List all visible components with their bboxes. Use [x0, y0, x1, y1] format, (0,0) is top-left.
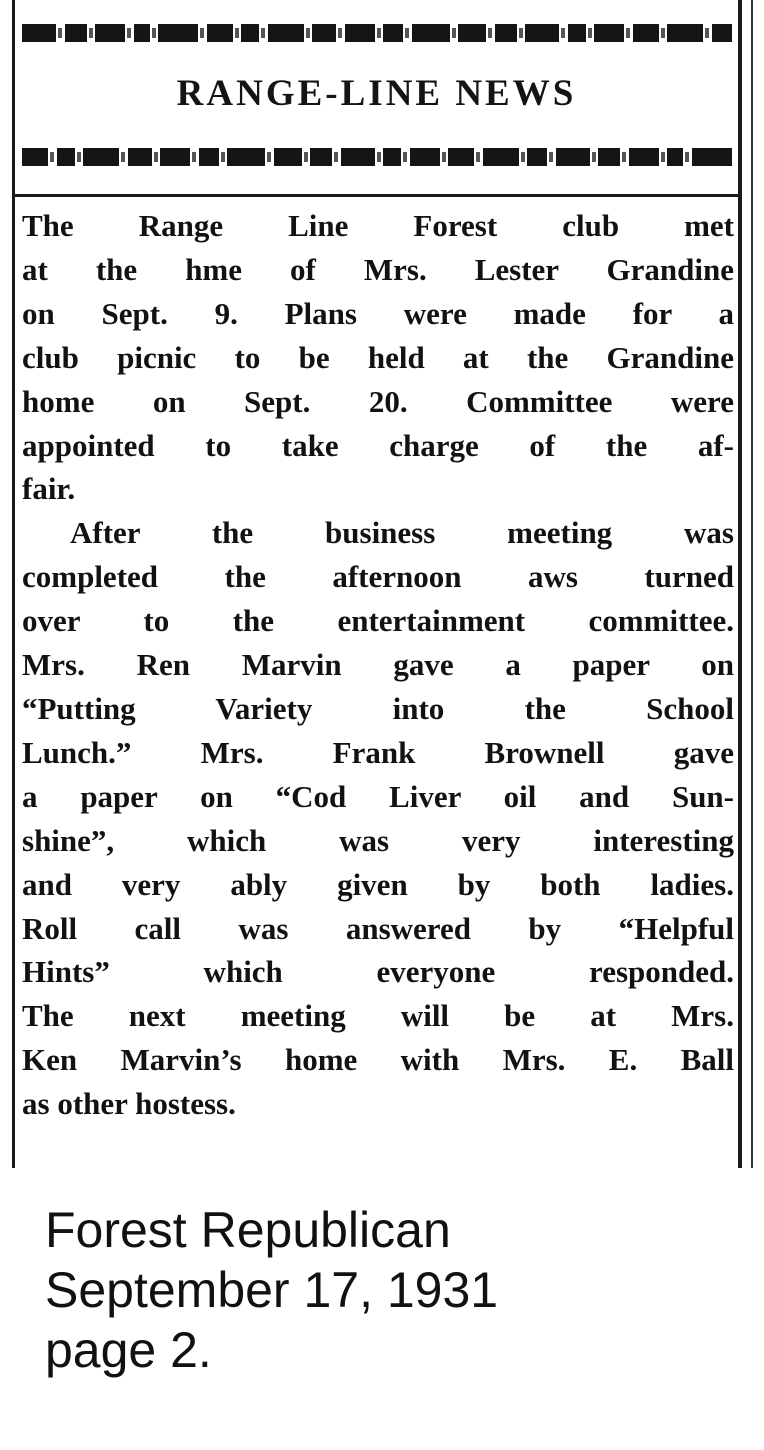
border-ornament-gap: [705, 28, 709, 38]
source-caption: [45, 1200, 498, 1380]
border-ornament-gap: [442, 152, 446, 162]
border-ornament: [629, 148, 659, 166]
border-ornament: [525, 24, 559, 42]
border-ornament: [241, 24, 259, 42]
paragraph-2: [22, 511, 734, 1126]
text-line: shine”, which was very interesting: [22, 822, 734, 858]
border-ornament-gap: [334, 152, 338, 162]
border-ornament: [199, 148, 219, 166]
border-ornament-gap: [377, 28, 381, 38]
column-rule-right: [738, 0, 742, 1168]
border-ornament: [83, 148, 119, 166]
article-body: [22, 204, 734, 1126]
border-ornament: [57, 148, 75, 166]
border-ornament: [65, 24, 87, 42]
text-line: over to the entertainment committee.: [22, 603, 734, 639]
section-divider: [15, 194, 738, 197]
border-ornament-gap: [405, 28, 409, 38]
border-ornament-gap: [50, 152, 54, 162]
border-ornament-gap: [89, 28, 93, 38]
text-line: The Range Line Forest club met: [22, 208, 734, 243]
text-line: Mrs. Ren Marvin gave a paper on: [22, 647, 734, 683]
border-ornament: [134, 24, 150, 42]
border-ornament: [556, 148, 590, 166]
decorative-border-bottom: [22, 146, 732, 168]
border-ornament: [207, 24, 233, 42]
border-ornament-gap: [622, 152, 626, 162]
border-ornament-gap: [626, 28, 630, 38]
text-line: After the business meeting was: [70, 515, 734, 551]
border-ornament-gap: [521, 152, 525, 162]
border-ornament: [128, 148, 152, 166]
border-ornament: [712, 24, 732, 42]
border-ornament: [458, 24, 486, 42]
border-ornament-gap: [476, 152, 480, 162]
border-ornament: [312, 24, 336, 42]
border-ornament: [22, 24, 56, 42]
border-ornament-gap: [338, 28, 342, 38]
border-ornament-gap: [452, 28, 456, 38]
border-ornament-gap: [221, 152, 225, 162]
border-ornament-gap: [561, 28, 565, 38]
text-line: appointed to take charge of the af-: [22, 427, 734, 463]
masthead: RANGE-LINE NEWS: [176, 73, 577, 114]
caption-publication: Forest Republican: [45, 1202, 451, 1258]
border-ornament: [345, 24, 375, 42]
border-ornament-gap: [261, 28, 265, 38]
border-ornament-gap: [192, 152, 196, 162]
border-ornament-gap: [403, 152, 407, 162]
border-ornament: [160, 148, 190, 166]
border-ornament-gap: [488, 28, 492, 38]
text-line: fair.: [22, 471, 76, 507]
border-ornament: [268, 24, 304, 42]
border-ornament: [383, 24, 403, 42]
border-ornament-gap: [77, 152, 81, 162]
text-line: and very ably given by both ladies.: [22, 866, 734, 902]
border-ornament-gap: [519, 28, 523, 38]
text-line: club picnic to be held at the Grandine: [22, 339, 734, 375]
border-ornament-gap: [200, 28, 204, 38]
border-ornament-gap: [127, 28, 131, 38]
border-ornament-gap: [304, 152, 308, 162]
border-ornament: [410, 148, 440, 166]
border-ornament: [594, 24, 624, 42]
border-ornament-gap: [306, 28, 310, 38]
border-ornament-gap: [267, 152, 271, 162]
text-line: on Sept. 9. Plans were made for a: [22, 295, 734, 331]
border-ornament: [383, 148, 401, 166]
border-ornament-gap: [661, 28, 665, 38]
text-line: completed the afternoon aws turned: [22, 559, 734, 595]
border-ornament: [692, 148, 732, 166]
text-line: The next meeting will be at Mrs.: [22, 998, 734, 1034]
text-line: Lunch.” Mrs. Frank Brownell gave: [22, 734, 734, 770]
border-ornament: [483, 148, 519, 166]
border-ornament-gap: [235, 28, 239, 38]
border-ornament: [158, 24, 198, 42]
text-line: as other hostess.: [22, 1086, 236, 1122]
border-ornament-gap: [661, 152, 665, 162]
border-ornament: [667, 148, 683, 166]
border-ornament: [667, 24, 703, 42]
text-line: home on Sept. 20. Committee were: [22, 383, 734, 419]
border-ornament: [412, 24, 450, 42]
border-ornament-gap: [121, 152, 125, 162]
border-ornament-gap: [152, 28, 156, 38]
text-line: a paper on “Cod Liver oil and Sun-: [22, 778, 734, 814]
border-ornament: [598, 148, 620, 166]
border-ornament-gap: [58, 28, 62, 38]
border-ornament-gap: [685, 152, 689, 162]
text-line: Roll call was answered by “Helpful: [22, 910, 734, 946]
decorative-border-top: [22, 22, 732, 44]
border-ornament: [274, 148, 302, 166]
border-ornament-gap: [549, 152, 553, 162]
border-ornament: [310, 148, 332, 166]
caption-page: page 2.: [45, 1322, 212, 1378]
text-line: Hints” which everyone responded.: [22, 954, 734, 990]
border-ornament: [95, 24, 125, 42]
text-line: at the hme of Mrs. Lester Grandine: [22, 251, 734, 287]
text-line: “Putting Variety into the School: [22, 690, 734, 726]
border-ornament: [341, 148, 375, 166]
border-ornament: [448, 148, 474, 166]
column-rule-right-outer: [751, 0, 753, 1168]
border-ornament: [527, 148, 547, 166]
border-ornament-gap: [588, 28, 592, 38]
border-ornament: [22, 148, 48, 166]
border-ornament: [568, 24, 586, 42]
border-ornament-gap: [154, 152, 158, 162]
border-ornament-gap: [592, 152, 596, 162]
border-ornament: [633, 24, 659, 42]
caption-date: September 17, 1931: [45, 1262, 499, 1318]
column-rule-left: [12, 0, 15, 1168]
border-ornament: [227, 148, 265, 166]
border-ornament: [495, 24, 517, 42]
text-line: Ken Marvin’s home with Mrs. E. Ball: [22, 1042, 734, 1078]
paragraph-1: [22, 204, 734, 511]
border-ornament-gap: [377, 152, 381, 162]
